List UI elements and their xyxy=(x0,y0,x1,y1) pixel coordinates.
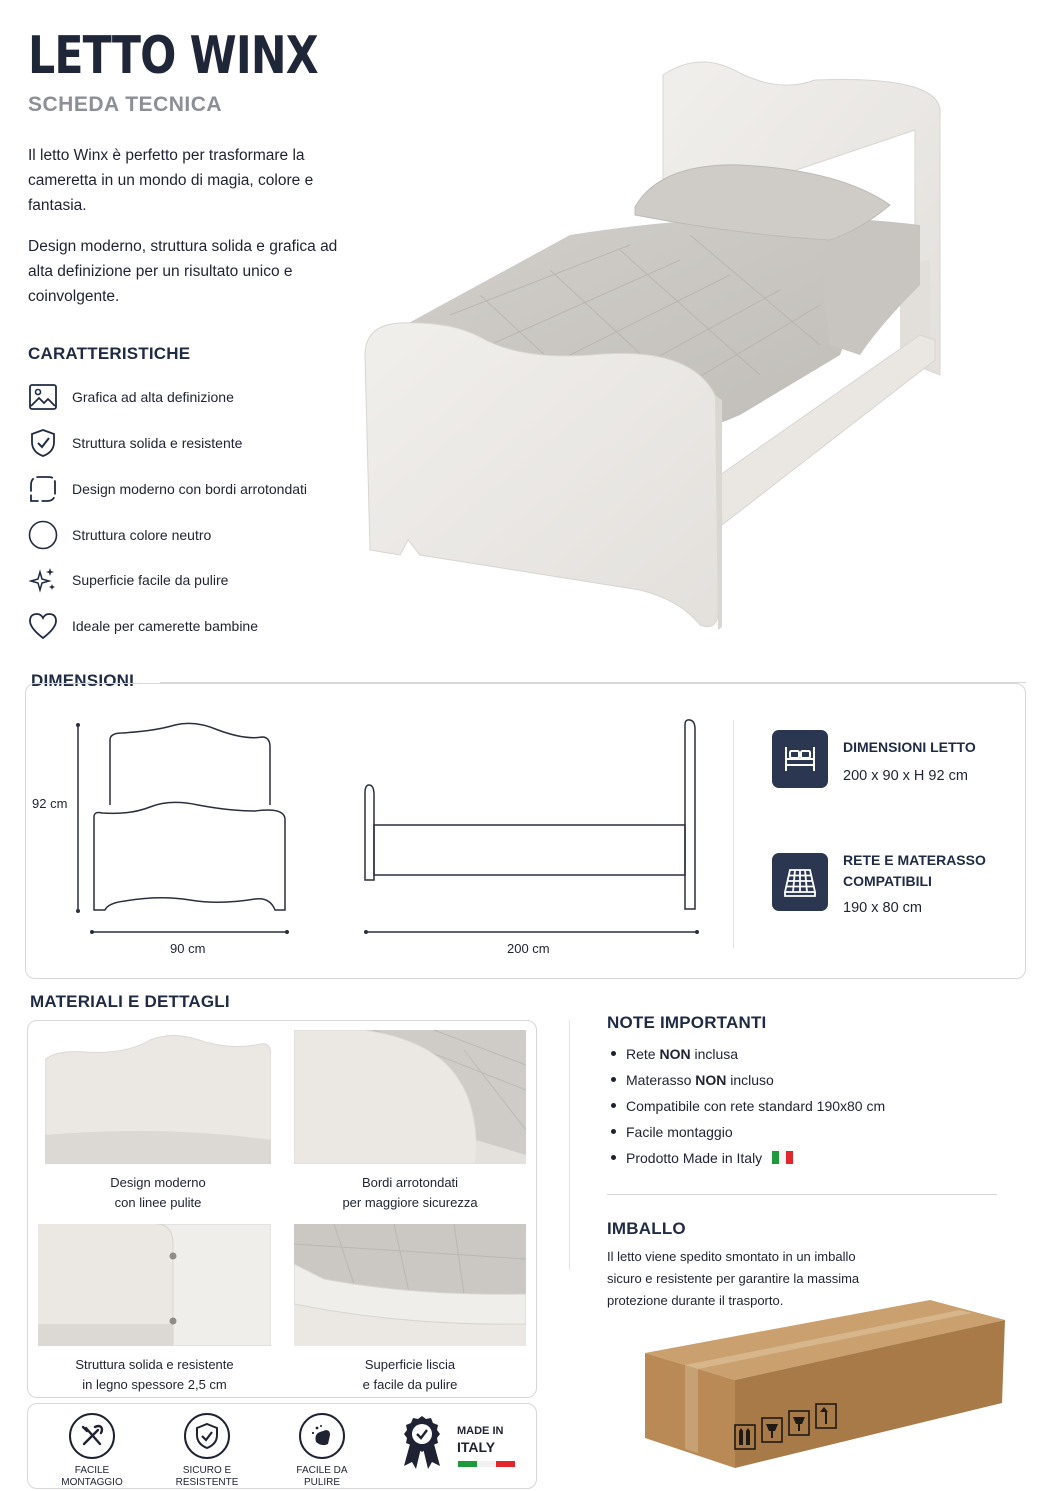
mattress-value: 190 x 80 cm xyxy=(843,900,922,916)
mattress-title-line-1: RETE E MATERASSO xyxy=(843,852,986,868)
made-in-line-1: MADE IN xyxy=(457,1425,504,1437)
sparkle-icon xyxy=(28,565,58,595)
notes-separator xyxy=(607,1194,997,1195)
feature-label: Struttura solida e resistente xyxy=(72,435,243,451)
notes-heading: NOTE IMPORTANTI xyxy=(607,1013,767,1032)
feature-item xyxy=(28,520,211,550)
note-item: Facile montaggio xyxy=(611,1124,733,1140)
tools-icon xyxy=(69,1413,115,1459)
italy-flag-icon xyxy=(772,1151,793,1164)
bed-side-drawing xyxy=(360,715,705,945)
note-item: Materasso NON incluso xyxy=(611,1072,774,1088)
heart-icon xyxy=(28,611,58,641)
feature-label: Grafica ad alta definizione xyxy=(72,389,234,405)
image-icon xyxy=(28,382,58,412)
detail-caption: Superficie liscia e facile da pulire xyxy=(362,1357,458,1392)
bed-dimensions-title: DIMENSIONI LETTO xyxy=(843,739,976,755)
feature-item xyxy=(28,382,234,412)
note-item: Rete NON inclusa xyxy=(611,1046,738,1062)
detail-caption: Bordi arrotondati per maggiore sicurezza xyxy=(342,1175,478,1210)
detail-caption: Design moderno con linee pulite xyxy=(110,1175,206,1210)
rounded-corners-icon xyxy=(28,474,58,504)
bed-dimensions-value: 200 x 90 x H 92 cm xyxy=(843,768,968,784)
bed-front-drawing xyxy=(70,715,300,945)
bed-icon xyxy=(772,730,828,788)
badge-easy-assembly: FACILE MONTAGGIO xyxy=(42,1413,142,1489)
feature-label: Struttura colore neutro xyxy=(72,527,212,543)
detail-image-surface xyxy=(294,1224,526,1346)
note-item: Prodotto Made in Italy xyxy=(611,1150,793,1166)
column-separator xyxy=(569,1020,570,1270)
packaging-heading: IMBALLO xyxy=(607,1219,686,1238)
packaging-box-image xyxy=(640,1298,1010,1473)
bed-hero-image xyxy=(360,55,950,635)
materials-heading: MATERIALI E DETTAGLI xyxy=(30,992,230,1011)
feature-item xyxy=(28,474,307,504)
feature-label: Superficie facile da pulire xyxy=(72,572,229,588)
shield-check-icon xyxy=(184,1413,230,1459)
circle-icon xyxy=(28,520,58,550)
badge-easy-clean: FACILE DA PULIRE xyxy=(272,1413,372,1489)
quality-seal-icon xyxy=(400,1414,444,1470)
detail-image-rounded-edge xyxy=(294,1030,526,1164)
made-in-line-2: ITALY xyxy=(457,1439,496,1455)
feature-label: Ideale per camerette bambine xyxy=(72,618,258,634)
mattress-icon xyxy=(772,853,828,911)
mattress-title-line-2: COMPATIBILI xyxy=(843,873,932,889)
feature-item xyxy=(28,611,258,641)
packaging-text: Il letto viene spedito smontato in un imballo sicuro e resistente per garantire la massima protezione durante il trasporto. xyxy=(607,1249,860,1308)
note-item: Compatibile con rete standard 190x80 cm xyxy=(611,1098,885,1114)
cleaning-icon xyxy=(299,1413,345,1459)
italy-flag-bar xyxy=(458,1461,515,1467)
detail-image-headboard xyxy=(45,1030,271,1164)
height-label: 92 cm xyxy=(32,796,68,811)
intro-paragraph-1: Il letto Winx è perfetto per trasformare la cameretta in un mondo di magia, colore e fantasia. xyxy=(28,147,314,214)
feature-item xyxy=(28,565,228,595)
length-label: 200 cm xyxy=(507,941,550,956)
page-title: LETTO WINX xyxy=(28,26,318,86)
detail-caption: Struttura solida e resistente in legno spessore 2,5 cm xyxy=(75,1357,234,1392)
detail-image-structure xyxy=(38,1224,271,1346)
shield-check-icon xyxy=(28,428,58,458)
features-heading: CARATTERISTICHE xyxy=(28,344,191,363)
feature-item xyxy=(28,428,242,458)
width-label: 90 cm xyxy=(170,941,206,956)
badge-safe-resistant: SICURO E RESISTENTE xyxy=(157,1413,257,1489)
page-subtitle: SCHEDA TECNICA xyxy=(28,93,223,116)
dimensions-heading: DIMENSIONI xyxy=(31,671,135,690)
feature-label: Design moderno con bordi arrotondati xyxy=(72,481,308,497)
intro-paragraph-2: Design moderno, struttura solida e grafica ad alta definizione per un risultato unico e coinvolgente. xyxy=(28,238,338,305)
spec-separator xyxy=(733,720,734,948)
